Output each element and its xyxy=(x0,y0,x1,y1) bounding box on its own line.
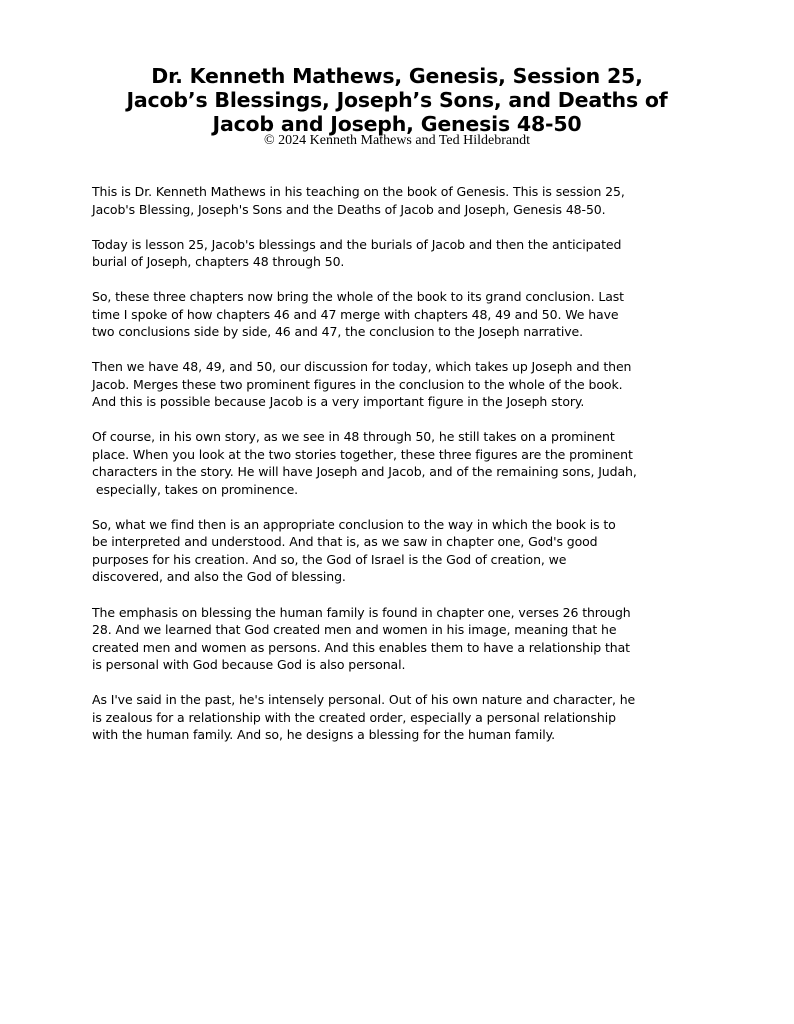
text-line: 28. And we learned that God created men and women in his image, meaning that he xyxy=(92,622,617,638)
text-line: This is Dr. Kenneth Mathews in his teaching on the book of Genesis. This is session 25, xyxy=(92,184,625,199)
text-line: So, these three chapters now bring the whole of the book to its grand conclusion. Last xyxy=(92,289,624,305)
text-line: be interpreted and understood. And that is, as we saw in chapter one, God's good xyxy=(92,534,598,550)
title-line: Jacob and Joseph, Genesis 48-50 xyxy=(212,112,582,136)
text-line: The emphasis on blessing the human family is found in chapter one, verses 26 through xyxy=(92,604,631,620)
paragraph xyxy=(92,516,722,586)
document-header xyxy=(0,64,794,148)
text-line: So, what we find then is an appropriate conclusion to the way in which the book is to xyxy=(92,516,616,532)
text-line: As I've said in the past, he's intensely personal. Out of his own nature and character, he xyxy=(92,692,636,708)
text-line: created men and women as persons. And this enables them to have a relationship that xyxy=(92,639,630,655)
text-line: Jacob. Merges these two prominent figures in the conclusion to the whole of the book. xyxy=(92,376,623,392)
text-line: Today is lesson 25, Jacob's blessings and the burials of Jacob and then the anticipated xyxy=(92,236,622,252)
paragraph xyxy=(92,288,722,341)
text-line: Jacob's Blessing, Joseph's Sons and the Deaths of Jacob and Joseph, Genesis 48-50. xyxy=(92,201,606,217)
text-line: place. When you look at the two stories together, these three figures are the prominent xyxy=(92,446,633,462)
text-line: Then we have 48, 49, and 50, our discussion for today, which takes up Joseph and then xyxy=(92,359,632,375)
paragraph xyxy=(92,604,722,674)
document-body xyxy=(92,183,722,761)
text-line: two conclusions side by side, 46 and 47, the conclusion to the Joseph narrative. xyxy=(92,324,584,340)
paragraph xyxy=(92,358,722,411)
text-line: discovered, and also the God of blessing. xyxy=(92,569,346,585)
paragraph xyxy=(92,428,722,498)
text-line: time I spoke of how chapters 46 and 47 merge with chapters 48, 49 and 50. We have xyxy=(92,306,619,322)
text-line: especially, takes on prominence. xyxy=(92,481,299,497)
text-line: And this is possible because Jacob is a very important figure in the Joseph story. xyxy=(92,394,585,410)
paragraph xyxy=(92,183,722,218)
text-line: is zealous for a relationship with the created order, especially a personal relationship xyxy=(92,709,616,725)
text-line: with the human family. And so, he designs a blessing for the human family. xyxy=(92,727,555,743)
copyright-notice: © 2024 Kenneth Mathews and Ted Hildebrandt xyxy=(263,133,530,148)
text-line: characters in the story. He will have Joseph and Jacob, and of the remaining sons, Judah, xyxy=(92,464,637,480)
text-line: Of course, in his own story, as we see in 48 through 50, he still takes on a prominent xyxy=(92,429,615,445)
text-line: purposes for his creation. And so, the God of Israel is the God of creation, we xyxy=(92,551,567,567)
title-line: Jacob’s Blessings, Joseph’s Sons, and Deaths of xyxy=(126,88,668,112)
text-line: burial of Joseph, chapters 48 through 50. xyxy=(92,254,345,270)
text-line: is personal with God because God is also personal. xyxy=(92,657,406,673)
paragraph xyxy=(92,691,722,744)
paragraph xyxy=(92,236,722,271)
title-line: Dr. Kenneth Mathews, Genesis, Session 25, xyxy=(151,64,643,88)
